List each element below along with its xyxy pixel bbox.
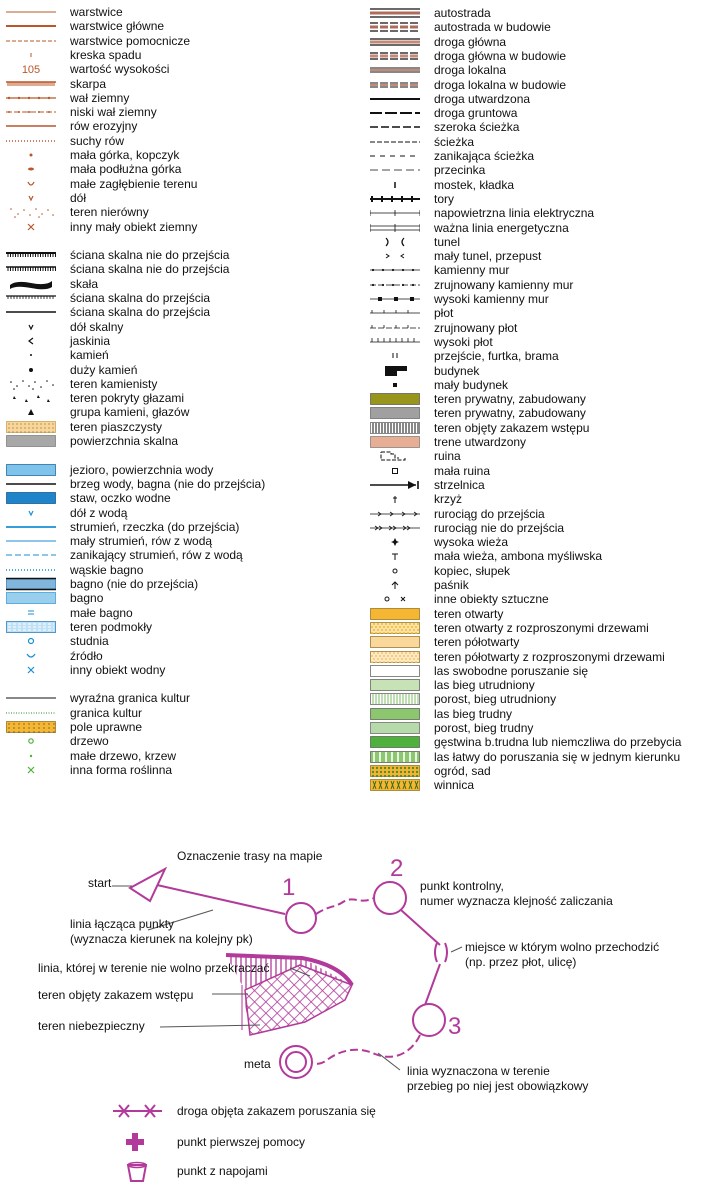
legend-left-label: powierzchnia skalna — [70, 434, 179, 448]
legend-right-label: wysoki kamienny mur — [434, 292, 549, 306]
course-title: Oznaczenie trasy na mapie — [177, 849, 323, 863]
legend-left-label: teren pokryty głazami — [70, 391, 185, 406]
legend-left-label: teren podmokły — [70, 619, 153, 634]
finish-outer-circle — [280, 1046, 312, 1078]
legend-left-label: granica kultur — [70, 705, 143, 720]
svg-text:105: 105 — [21, 64, 41, 77]
legend-left-label: zanikający strumień, rów z wodą — [70, 548, 243, 563]
legend-right-label: droga lokalna — [434, 63, 507, 78]
legend-right-label: zrujnowany kamienny mur — [434, 277, 574, 292]
legend-right-label: teren otwarty — [434, 606, 504, 621]
legend-right-label: teren prywatny, zabudowany — [434, 392, 586, 407]
connecting-line-label-2: (wyznacza kierunek na kolejny pk) — [70, 932, 253, 946]
legend-left-label: dół — [70, 190, 87, 205]
control-number-1: 1 — [282, 874, 296, 901]
connecting-line-label-1: linia łącząca punkty — [70, 917, 175, 931]
legend-left-label: wyraźna granica kultur — [70, 691, 191, 706]
legend-right-label: las bieg trudny — [434, 706, 513, 721]
legend-left-label: małe drzewo, krzew — [70, 748, 177, 763]
legend-left-label: inna forma roślinna — [70, 762, 173, 777]
legend-right-label: wysoki płot — [434, 334, 493, 349]
legend-right-label: porost, bieg trudny — [434, 721, 534, 735]
crossing-label-1: miejsce w którym wolno przechodzić — [465, 940, 660, 954]
legend-right-label: tunel — [434, 234, 461, 249]
legend-right-label: teren objęty zakazem wstępu — [434, 420, 590, 435]
control-point-label-1: punkt kontrolny, — [420, 879, 504, 893]
legend-right-label: ważna linia energetyczna — [434, 220, 569, 235]
first-aid-cross-icon — [126, 1133, 144, 1151]
legend-right-label: tory — [434, 191, 455, 206]
leg-line — [157, 885, 285, 914]
legend-right-label: mały tunel, przepust — [434, 249, 542, 264]
legend-left-label: teren kamienisty — [70, 376, 158, 391]
legend-left-label: jaskinia — [70, 333, 111, 348]
legend-left-label: inny obiekt wodny — [70, 662, 166, 677]
legend-right-label: teren półotwarty — [434, 635, 520, 650]
legend-right-label: mała wieża, ambona myśliwska — [434, 549, 603, 564]
legend-right-label: zrujnowany płot — [434, 320, 518, 335]
legend-right-label: zanikająca ścieżka — [434, 149, 535, 163]
legend-right-label: płot — [434, 306, 454, 321]
legend-right-label: napowietrzna linia elektryczna — [434, 206, 595, 221]
crossing-label-2: (np. przez płot, ulicę) — [465, 955, 577, 969]
legend-right-label: przejście, furtka, brama — [434, 349, 559, 364]
legend-left-label: suchy rów — [70, 133, 125, 148]
legend-right-label: budynek — [434, 363, 480, 378]
forbidden-area-label: teren objęty zakazem wstępu — [38, 988, 194, 1002]
legend-left-label: warstwice główne — [70, 19, 165, 34]
crossing-point-right-icon — [445, 943, 447, 962]
legend-left-label: brzeg wody, bagna (nie do przejścia) — [70, 476, 266, 491]
legend-left-label: wał ziemny — [70, 90, 130, 105]
forbidden-route-label: droga objęta zakazem poruszania się — [177, 1104, 376, 1118]
legend-left-label: inny mały obiekt ziemny — [70, 219, 198, 234]
legend-left-label: mała górka, kopczyk — [70, 148, 180, 162]
legend-right-label: droga gruntowa — [434, 106, 518, 121]
legend-left-label: bagno — [70, 591, 104, 606]
legend-left-label: jezioro, powierzchnia wody — [70, 462, 214, 477]
legend-left-label: wartość wysokości — [70, 62, 170, 77]
legend-right-label: przecinka — [434, 163, 486, 178]
legend-left-label: ściana skalna do przejścia — [70, 291, 211, 305]
legend-right-label: las łatwy do poruszania się w jednym kierunku — [434, 749, 681, 764]
legend-left-label: strumień, rzeczka (do przejścia) — [70, 519, 240, 534]
legend-right-label: ruina — [434, 449, 461, 464]
legend-left-label: mały strumień, rów z wodą — [70, 534, 213, 549]
legend-right-label: paśnik — [434, 578, 469, 592]
legend-right-label: kamienny mur — [434, 263, 510, 278]
legend-left-label: ściana skalna nie do przejścia — [70, 248, 230, 263]
legend-left-label: kamień — [70, 348, 109, 363]
legend-left-label: mała podłużna górka — [70, 162, 182, 177]
legend-right-label: rurociąg nie do przejścia — [434, 520, 565, 535]
control-number-2: 2 — [390, 855, 404, 882]
legend-left-label: teren piaszczysty — [70, 419, 163, 434]
legend-right-label: mały budynek — [434, 377, 509, 392]
legend-left-label: staw, oczko wodne — [70, 491, 171, 506]
legend-right-label: porost, bieg utrudniony — [434, 692, 557, 707]
dangerous-area-label: teren niebezpieczny — [38, 1019, 145, 1033]
marked-route-label-1: linia wyznaczona w terenie — [407, 1064, 550, 1078]
legend-right-label: teren otwarty z rozproszonymi drzewami — [434, 620, 649, 635]
refreshment-label: punkt z napojami — [177, 1164, 268, 1178]
legend-right-label: droga główna w budowie — [434, 48, 567, 63]
legend-left-label: skarpa — [70, 76, 107, 91]
legend-left-label: kreska spadu — [70, 47, 142, 62]
legend-right-label: teren półotwarty z rozproszonymi drzewami — [434, 649, 665, 664]
legend-left-label: małe zagłębienie terenu — [70, 176, 198, 191]
marked-route-label-2: przebieg po niej jest obowiązkowy — [407, 1079, 589, 1093]
legend-right-label: kopiec, słupek — [434, 563, 511, 578]
marked-route-3-finish — [313, 1035, 420, 1064]
legend-right-label: inne obiekty sztuczne — [434, 592, 549, 607]
legend-left-label: ściana skalna do przejścia — [70, 305, 211, 320]
legend-left-label: grupa kamieni, głazów — [70, 405, 190, 420]
finish-inner-circle — [286, 1052, 306, 1072]
control-number-3: 3 — [448, 1013, 462, 1040]
legend-left-label: dół skalny — [70, 319, 124, 334]
legend-right-label: las bieg utrudniony — [434, 678, 535, 693]
legend-left-label: warstwice pomocnicze — [70, 33, 191, 48]
legend-left-label: teren nierówny — [70, 205, 149, 220]
marked-route-1-2 — [316, 898, 374, 914]
legend-right-label: trene utwardzony — [434, 435, 527, 449]
legend-left-label: rów erozyjny — [70, 119, 138, 134]
legend-left-label: wąskie bagno — [70, 562, 144, 577]
legend-left-label: duży kamień — [70, 362, 138, 377]
legend-right-label: teren prywatny, zabudowany — [434, 406, 586, 421]
legend-left-label: studnia — [70, 634, 109, 649]
legend-right-label: krzyż — [434, 492, 462, 507]
control-point-label-2: numer wyznacza klejność zaliczania — [420, 894, 613, 908]
legend-left-label: drzewo — [70, 734, 109, 749]
legend-right-label: mała ruina — [434, 463, 491, 478]
legend-right-label: mostek, kładka — [434, 177, 515, 192]
legend-right-label: ogród, sad — [434, 763, 491, 778]
legend-right-label: gęstwina b.trudna lub niemczliwa do przebycia — [434, 735, 682, 750]
legend-left-label: dół z wodą — [70, 505, 128, 520]
control-circle-1 — [286, 903, 316, 933]
finish-label: meta — [244, 1057, 271, 1071]
legend-right-label: strzelnica — [434, 477, 485, 492]
legend-right-label: autostrada w budowie — [434, 20, 551, 35]
legend-right-label: droga utwardzona — [434, 91, 531, 106]
legend-right-label: wysoka wieża — [434, 535, 509, 550]
legend-right-label: las swobodne poruszanie się — [434, 663, 589, 678]
legend-right-label: autostrada — [434, 6, 491, 20]
forbidden-line-label: linia, której w terenie nie wolno przekraczać — [38, 961, 270, 975]
control-circle-3 — [413, 1004, 445, 1036]
legend-right-label: winnica — [434, 778, 475, 793]
legend-right-label: rurociąg do przejścia — [434, 506, 545, 521]
control-circle-2 — [374, 882, 406, 914]
legend-left-label: źródło — [70, 648, 103, 663]
start-label: start — [88, 876, 112, 890]
legend-left-label: bagno (nie do przejścia) — [70, 577, 199, 591]
legend-right-label: szeroka ścieżka — [434, 120, 520, 135]
legend-left-label: ściana skalna nie do przejścia — [70, 262, 230, 277]
first-aid-label: punkt pierwszej pomocy — [177, 1135, 306, 1149]
legend-right-label: droga lokalna w budowie — [434, 77, 567, 92]
legend-left-label: pole uprawne — [70, 720, 143, 734]
legend-left-label: małe bagno — [70, 605, 133, 620]
legend-left-label: skała — [70, 276, 99, 291]
legend-right-label: ścieżka — [434, 134, 475, 149]
legend-right-label: droga główna — [434, 34, 507, 49]
crossing-point-left-icon — [435, 943, 437, 962]
legend-left-label: warstwice — [70, 5, 123, 19]
legend-left-label: niski wał ziemny — [70, 105, 157, 120]
